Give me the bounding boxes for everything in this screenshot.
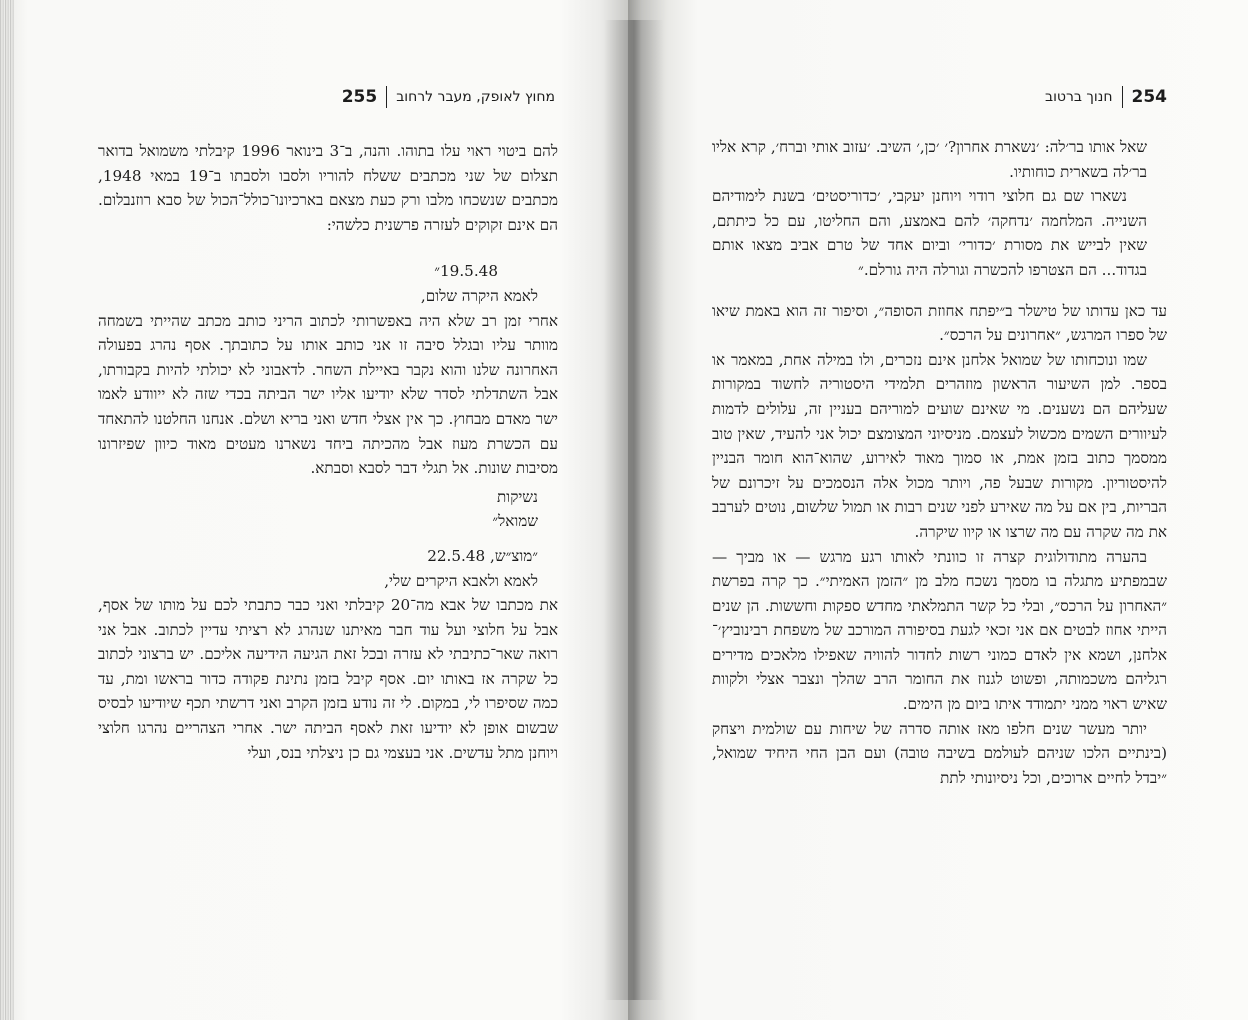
letter-signature: שמואל״ — [492, 512, 538, 531]
paragraph: בהערה מתודולוגית קצרה זו כוונתי לאותו רגע מרגש — או מביך — שבמפתיע מתגלה בו מסמך נשכח מלב מן ״הזמן האמיתי״. כך קרה בפרשת ״האחרון על הרכס״, ובלי כל קשר התמלאתי מחדש ספקות וחששות. הן שנים הייתי אחוז לבטים אם אני זכאי לגעת בסיפורה המורכב של משפחת רבינוביץ׳־אלחנן, ושמא אין לאדם כמוני רשות לחדור להוויה שאפילו מלאכים מדירים רגליהם משכמותה, ופשוט לגנוז את החומר הרב שהלך ונצבר אצלי ולקוות שאיש ראוי ממני יתמודד איתו ביום מן הימים. — [712, 547, 1167, 714]
block-quote — [712, 135, 1147, 283]
running-title: מחוץ לאופק, מעבר לרחוב — [396, 89, 555, 105]
running-header-left — [90, 86, 555, 108]
quote-paragraph: נשארו שם גם חלוצי רודוי ויוחנן יעקבי, ׳כדוריסטים׳ בשנת לימודיהם השנייה. המלחמה ׳נדחקה׳ להם באמצע, והם החליטו, עם כל כיתתם, שאין לבייש את מסורת ׳כדורי׳ וביום אחד של טרם אביב מצאו אותם בגדוד... הם הצטרפו להכשרה וגורלה היה גורלם.״ — [712, 187, 1147, 279]
letter-body: את מכתבו של אבא מה־20 קיבלתי ואני כבר כתבתי לכם על מותו של אסף, אבל על חלוצי ועל עוד חבר מאיתנו שנהרג לא רציתי עדיין לכתוב. אבל אני רואה שאר־כתיבתי לא עזרה ובכל זאת הגיעה הידיעה אליכם. יש ברצוני לכתוב כל שקרה אז באותו יום. אסף קיבל בזמן נתינת פקודה כדור בראשו ומת, עד כמה שסיפרו לי, במקום. לי זה נודע בזמן הקרב ואני דרשתי תכף שיודיעו לבסיס שבשום אופן לא יודיעו זאת לאסף הביתה ישר. אחרי הצהריים נהרגו חלוצי ויוחנן מתל עדשים. אני בעצמי גם כן ניצלתי בנס, ועלי — [98, 596, 558, 762]
book-gutter — [604, 20, 664, 1000]
running-title: חנוך ברטוב — [1044, 89, 1113, 105]
letter-greeting: לאמא היקרה שלום, — [420, 286, 538, 305]
page-stack-edge — [0, 0, 14, 1020]
paragraph: שמו ונוכחותו של שמואל אלחנן אינם נזכרים, ולו במילה אחת, במאמר או בספר. למן השיעור הראשון מוזהרים תלמידי היסטוריה לחשוד במקורות שעליהם הם נשענים. מי שאינם שועים למוריהם בעניין זה, עלולים לדמות לעיוורים השמים מכשול לעצמם. מניסיוני המצומצם יכול אני להעיד, שאין טוב ממסמך כתוב בזמן אמת, או סמוך מאוד לאירוע, שהוא־הוא חומר הבניין להיסטוריון. מקורות שבעל פה, ויותר מכול אלה הנסמכים על זיכרונם של הבריות, בין אם על מה שאירע לפני שנים רבות או תמול שלשום, נוטים לערבב את מה שקרה עם מה שרצו או קיוו שיקרה. — [712, 350, 1167, 541]
letter-signoff: נשיקות — [497, 487, 538, 506]
paragraph: עד כאן עדותו של טישלר ב״יפתח אחוזת הסופה״, וסיפור זה הוא באמת שיאו של ספרו המרגש, ״אחרונים על הרכס״. — [712, 301, 1167, 345]
left-body-text — [98, 139, 558, 765]
header-separator — [1122, 86, 1123, 108]
right-body-text — [712, 135, 1167, 790]
letter-date: ״מוצ״ש, 22.5.48 — [427, 546, 538, 565]
page-number: 254 — [1131, 87, 1167, 107]
letter-date: 19.5.48״ — [434, 262, 498, 281]
paragraph: להם ביטוי ראוי עלו בתוהו. והנה, ב־3 בינואר 1996 קיבלתי משמואל בדואר תצלום של שני מכתבים ששלח להוריו ולסבו ולסבתו ב־19 במאי 1948, מכתבים שנשכחו מלבו ורק כעת מצאם בארכיונו־כולל־הכול של סבא רוזנבלום. הם אינם זקוקים לעזרה פרשנית כלשהי: — [98, 142, 559, 234]
paragraph: יותר מעשר שנים חלפו מאז אותה סדרה של שיחות עם שולמית ויצחק (בינתיים הלכו שניהם לעולמם בשיבה טובה) ועם הבן החי היחיד שמואל, ״יבדל לחיים ארוכים, וכל ניסיונותי לתת — [712, 719, 1167, 787]
header-separator — [386, 86, 387, 108]
running-header-right — [712, 86, 1167, 108]
letter-body: אחרי זמן רב שלא היה באפשרותי לכתוב הריני כותב מכתב שהייתי בשמחה מוותר עליו ובגלל סיבה זו אני כותב אותו על כתובתך. אסף נהרג בפעולה האחרונה שלנו והוא נקבר באיילת השחר. לדאבוני לא יכולתי להיות בקבורתו, אבל השתדלתי לסדר שלא יודיעו אליו ישר הביתה בכדי שזה לא ייוודע לאמו ישר מאדם מבחוץ. כך אין אצלי חדש ואני בריא ושלם. אנחנו החלטנו להתאחד עם הכשרת מעוז אבל מהכיתה ביחד נשארנו מעטים מאוד כיוון שפיזרונו מסיבות שונות. אל תגלי דבר לסבא וסבתא. — [98, 311, 558, 478]
letter-greeting: לאמא ולאבא היקרים שלי, — [384, 571, 538, 590]
page-number: 255 — [341, 87, 378, 107]
quote-paragraph: שאל אותו בר׳לה: ׳נשארת אחרון?׳ ׳כן,׳ השיב. ׳עזוב אותי וברח׳, קרא אליו בר׳לה בשארית כוחותיו. — [712, 138, 1147, 181]
